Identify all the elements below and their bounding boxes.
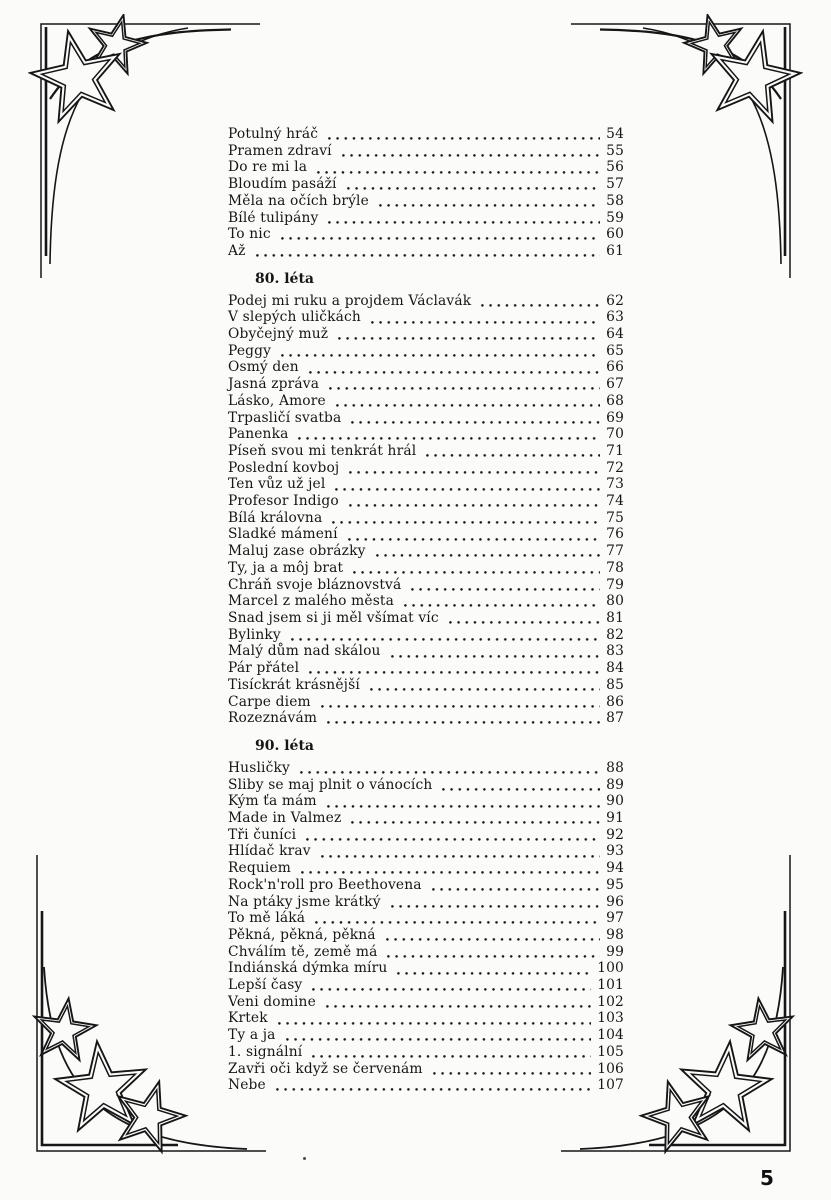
toc-entry: [228, 960, 624, 977]
entry-page-number: 61: [606, 242, 624, 259]
toc-entry: [228, 627, 624, 644]
dot-leader: [351, 821, 600, 824]
toc-entry: [228, 827, 624, 844]
entry-title: Bylinky: [228, 626, 281, 643]
toc-entry: [228, 843, 624, 860]
toc-entry: [228, 877, 624, 894]
dot-leader: [278, 1022, 591, 1025]
toc-entry: [228, 860, 624, 877]
entry-title: Peggy: [228, 342, 272, 359]
toc-entry: [228, 1061, 624, 1078]
entry-page-number: 65: [606, 342, 624, 359]
toc-entry: [228, 1044, 624, 1061]
entry-title: Poslední kovboj: [228, 459, 340, 476]
entry-title: Jasná zpráva: [228, 376, 320, 393]
entry-page-number: 57: [606, 176, 624, 193]
entry-title: Rozeznávám: [228, 710, 318, 727]
toc-entry: [228, 159, 624, 176]
entry-title: Rock'n'roll pro Beethovena: [228, 876, 422, 893]
page-number: 5: [760, 1166, 774, 1190]
dot-leader: [379, 204, 600, 207]
entry-title: Chráň svoje bláznovstvá: [228, 576, 402, 593]
toc-entry: [228, 243, 624, 260]
dot-leader: [433, 1072, 592, 1075]
dot-leader: [309, 371, 600, 374]
entry-title: Obyčejný muž: [228, 326, 329, 343]
dot-leader: [386, 938, 601, 941]
entry-page-number: 67: [606, 376, 624, 393]
entry-page-number: 91: [606, 810, 624, 827]
toc-entry: [228, 1010, 624, 1027]
entry-page-number: 79: [606, 576, 624, 593]
dot-leader: [315, 921, 600, 924]
entry-page-number: 56: [606, 159, 624, 176]
toc-entry: [228, 476, 624, 493]
entry-page-number: 86: [606, 693, 624, 710]
entry-page-number: 107: [597, 1077, 624, 1094]
entry-title: V slepých uličkách: [228, 309, 361, 326]
entry-page-number: 90: [606, 793, 624, 810]
entry-title: Kým ťa mám: [228, 793, 317, 810]
dot-leader: [326, 1005, 591, 1008]
entry-title: Lásko, Amore: [228, 392, 326, 409]
entry-page-number: 92: [606, 826, 624, 843]
entry-title: Maluj zase obrázky: [228, 543, 366, 560]
star-icon: [29, 994, 99, 1062]
entry-page-number: 88: [606, 759, 624, 776]
entry-title: Chválím tě, země má: [228, 943, 378, 960]
entry-page-number: 54: [606, 126, 624, 142]
dot-leader: [256, 254, 601, 257]
entry-title: Lepší časy: [228, 977, 303, 994]
toc-entry: [228, 426, 624, 443]
entry-title: Husličky: [228, 759, 290, 776]
toc-entry: [228, 593, 624, 610]
entry-page-number: 73: [606, 476, 624, 493]
toc-entry: [228, 226, 624, 243]
entry-page-number: 55: [606, 142, 624, 159]
entry-title: Měla na očích brýle: [228, 192, 369, 209]
toc-entry: [228, 176, 624, 193]
dot-leader: [353, 571, 600, 574]
entry-page-number: 95: [606, 876, 624, 893]
entry-title: Tři čuníci: [228, 826, 297, 843]
entry-title: Píseň svou mi tenkrát hrál: [228, 442, 417, 459]
toc-entry: [228, 910, 624, 927]
entry-title: Sliby se maj plnit o vánocích: [228, 776, 433, 793]
dot-leader: [370, 688, 600, 691]
entry-page-number: 60: [606, 226, 624, 243]
entry-title: Podej mi ruku a projdem Václavák: [228, 292, 472, 309]
toc-entry: [228, 977, 624, 994]
toc-entry: [228, 326, 624, 343]
toc-entry: [228, 359, 624, 376]
toc-entry: [228, 309, 624, 326]
entry-title: Panenka: [228, 426, 289, 443]
toc-entry: [228, 577, 624, 594]
dot-leader: [351, 421, 600, 424]
entry-page-number: 78: [606, 559, 624, 576]
entry-page-number: 96: [606, 893, 624, 910]
entry-title: Trpasličí svatba: [228, 409, 342, 426]
entry-page-number: 101: [597, 977, 624, 994]
toc-entry: [228, 777, 624, 794]
dot-leader: [301, 871, 600, 874]
dot-leader: [286, 1038, 592, 1041]
toc-entry: [228, 710, 624, 727]
entry-title: Ty a ja: [228, 1027, 276, 1044]
dot-leader: [449, 621, 600, 624]
dot-leader: [371, 321, 600, 324]
entry-page-number: 98: [606, 926, 624, 943]
entry-title: Bloudím pasáží: [228, 176, 337, 193]
dot-leader: [442, 788, 600, 791]
entry-title: Indiánská dýmka míru: [228, 960, 388, 977]
toc-entry: [228, 610, 624, 627]
toc-entry: [228, 694, 624, 711]
dot-leader: [312, 1055, 591, 1058]
entry-page-number: 89: [606, 776, 624, 793]
toc-entry: [228, 1077, 624, 1094]
entry-page-number: 83: [606, 643, 624, 660]
toc-entry: [228, 760, 624, 777]
dot-leader: [327, 805, 600, 808]
entry-title: Nebe: [228, 1077, 266, 1094]
entry-title: Pramen zdraví: [228, 142, 332, 159]
entry-page-number: 69: [606, 409, 624, 426]
dot-leader: [411, 588, 600, 591]
entry-title: Malý dům nad skálou: [228, 643, 381, 660]
toc-entry: [228, 894, 624, 911]
dot-leader: [309, 671, 600, 674]
toc-entry: [228, 443, 624, 460]
entry-page-number: 93: [606, 843, 624, 860]
entry-page-number: 106: [597, 1060, 624, 1077]
dot-leader: [298, 437, 600, 440]
toc-entry: [228, 126, 624, 143]
entry-title: Ten vůz už jel: [228, 476, 326, 493]
toc-entry: [228, 810, 624, 827]
dot-leader: [312, 988, 591, 991]
entry-page-number: 82: [606, 626, 624, 643]
entry-page-number: 94: [606, 860, 624, 877]
dot-leader: [306, 838, 600, 841]
toc-entry: [228, 493, 624, 510]
dot-leader: [332, 521, 600, 524]
entry-page-number: 68: [606, 392, 624, 409]
star-icon: [727, 994, 797, 1062]
dot-leader: [348, 538, 601, 541]
toc-entry: [228, 643, 624, 660]
dot-leader: [349, 504, 600, 507]
entry-page-number: 104: [597, 1027, 624, 1044]
dot-leader: [291, 638, 600, 641]
section-header: 80. léta: [255, 270, 314, 287]
dot-leader: [336, 404, 600, 407]
dot-leader: [347, 187, 601, 190]
entry-page-number: 102: [597, 993, 624, 1010]
entry-title: Carpe diem: [228, 693, 311, 710]
entry-title: Až: [228, 242, 246, 259]
print-speck: [303, 1157, 306, 1160]
toc-entry: [228, 510, 624, 527]
toc-entry: [228, 994, 624, 1011]
toc-entry: [228, 410, 624, 427]
entry-page-number: 99: [606, 943, 624, 960]
entry-page-number: 75: [606, 509, 624, 526]
entry-page-number: 87: [606, 710, 624, 727]
toc-entry: [228, 793, 624, 810]
toc-entry: [228, 293, 624, 310]
entry-page-number: 63: [606, 309, 624, 326]
dot-leader: [376, 554, 601, 557]
entry-page-number: 71: [606, 442, 624, 459]
entry-title: Na ptáky jsme krátký: [228, 893, 381, 910]
toc: [228, 126, 624, 1094]
entry-title: Zavři oči když se červenám: [228, 1060, 423, 1077]
entry-title: Bílé tulipány: [228, 209, 319, 226]
toc-entry: [228, 1027, 624, 1044]
entry-title: Marcel z malého města: [228, 593, 395, 610]
toc-entry: [228, 560, 624, 577]
entry-title: Bílá královna: [228, 509, 323, 526]
entry-page-number: 100: [597, 960, 624, 977]
entry-page-number: 80: [606, 593, 624, 610]
toc-entry: [228, 193, 624, 210]
dot-leader: [300, 771, 600, 774]
dot-leader: [276, 1088, 591, 1091]
dot-leader: [317, 171, 600, 174]
dot-leader: [328, 221, 600, 224]
dot-leader: [281, 354, 600, 357]
entry-page-number: 76: [606, 526, 624, 543]
entry-title: Profesor Indigo: [228, 493, 339, 510]
section-header: 90. léta: [255, 737, 314, 754]
entry-page-number: 74: [606, 493, 624, 510]
entry-title: Veni domine: [228, 993, 316, 1010]
toc-entry: [228, 460, 624, 477]
dot-leader: [321, 855, 600, 858]
entry-page-number: 59: [606, 209, 624, 226]
entry-title: Snad jsem si ji měl všímat víc: [228, 609, 439, 626]
dot-leader: [335, 488, 600, 491]
dot-leader: [338, 337, 600, 340]
entry-title: Krtek: [228, 1010, 268, 1027]
entry-title: Requiem: [228, 860, 291, 877]
entry-title: Osmý den: [228, 359, 299, 376]
dot-leader: [321, 705, 600, 708]
entry-title: Sladké mámení: [228, 526, 338, 543]
toc-entry: [228, 543, 624, 560]
dot-leader: [391, 905, 600, 908]
toc-entry: [228, 944, 624, 961]
dot-leader: [327, 721, 600, 724]
entry-title: Tisíckrát krásnější: [228, 676, 360, 693]
toc-entry: [228, 343, 624, 360]
toc-entry: [228, 143, 624, 160]
dot-leader: [281, 237, 600, 240]
toc-entry: [228, 393, 624, 410]
entry-page-number: 58: [606, 192, 624, 209]
dot-leader: [329, 387, 600, 390]
entry-title: Potulný hráč: [228, 126, 319, 142]
toc-entry: [228, 677, 624, 694]
toc-entry: [228, 660, 624, 677]
dot-leader: [397, 972, 591, 975]
dot-leader: [426, 454, 600, 457]
dot-leader: [481, 304, 600, 307]
entry-page-number: 85: [606, 676, 624, 693]
dot-leader: [432, 888, 600, 891]
entry-page-number: 105: [597, 1043, 624, 1060]
toc-entry: [228, 376, 624, 393]
entry-page-number: 77: [606, 543, 624, 560]
entry-title: Made in Valmez: [228, 810, 342, 827]
toc-entry: [228, 526, 624, 543]
entry-page-number: 62: [606, 292, 624, 309]
entry-title: To nic: [228, 226, 271, 243]
toc-entry: [228, 210, 624, 227]
entry-page-number: 64: [606, 326, 624, 343]
entry-title: To mě láká: [228, 910, 306, 927]
entry-title: Do re mi la: [228, 159, 308, 176]
entry-title: Pěkná, pěkná, pěkná: [228, 926, 376, 943]
toc-entry: [228, 927, 624, 944]
dot-leader: [387, 955, 600, 958]
dot-leader: [349, 471, 600, 474]
entry-page-number: 103: [597, 1010, 624, 1027]
entry-title: Ty, ja a môj brat: [228, 559, 344, 576]
entry-page-number: 66: [606, 359, 624, 376]
dot-leader: [342, 154, 600, 157]
dot-leader: [391, 655, 601, 658]
entry-title: Hlídač krav: [228, 843, 311, 860]
dot-leader: [404, 604, 600, 607]
entry-title: 1. signální: [228, 1043, 303, 1060]
entry-page-number: 70: [606, 426, 624, 443]
entry-page-number: 72: [606, 459, 624, 476]
dot-leader: [328, 137, 600, 140]
entry-page-number: 81: [606, 609, 624, 626]
entry-page-number: 97: [606, 910, 624, 927]
entry-title: Pár přátel: [228, 660, 300, 677]
entry-page-number: 84: [606, 660, 624, 677]
